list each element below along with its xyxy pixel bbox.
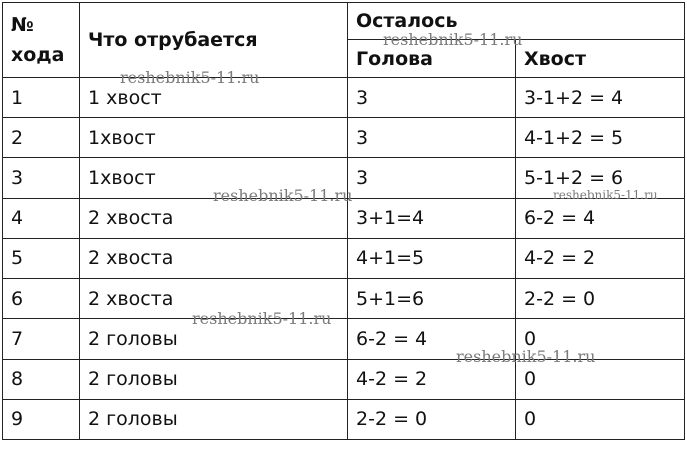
- table-row: [3, 158, 685, 198]
- cell-move-number: 1: [3, 78, 80, 118]
- cell-tail-remaining: 0: [516, 319, 685, 359]
- table-row: [3, 359, 685, 399]
- cell-head-remaining: 2-2 = 0: [348, 399, 516, 439]
- cell-tail-remaining: 0: [516, 399, 685, 439]
- cell-move-number: 6: [3, 279, 80, 319]
- cell-tail-remaining: 0: [516, 359, 685, 399]
- table-row: [3, 238, 685, 278]
- cell-head-remaining: 3: [348, 118, 516, 158]
- watermark: reshebnik5-11.ru: [553, 188, 658, 202]
- cell-move-number: 9: [3, 399, 80, 439]
- cell-cut: 1хвост: [80, 158, 348, 198]
- watermark: reshebnik5-11.ru: [213, 186, 353, 205]
- header-what-is-cut: Что отрубается: [80, 3, 348, 78]
- cell-tail-remaining: 4-2 = 2: [516, 238, 685, 278]
- table-row: [3, 118, 685, 158]
- cell-head-remaining: 3: [348, 158, 516, 198]
- header-remaining: Осталось: [348, 3, 685, 40]
- cell-cut: 2 головы: [80, 399, 348, 439]
- cell-head-remaining: 6-2 = 4: [348, 319, 516, 359]
- cell-move-number: 2: [3, 118, 80, 158]
- cell-cut: 2 головы: [80, 319, 348, 359]
- cell-head-remaining: 3: [348, 78, 516, 118]
- table-row: [3, 78, 685, 118]
- cell-tail-remaining: 4-1+2 = 5: [516, 118, 685, 158]
- watermark: reshebnik5-11.ru: [192, 309, 332, 328]
- cell-cut: 1хвост: [80, 118, 348, 158]
- header-head: Голова: [348, 40, 516, 78]
- header-move-number: № хода: [3, 3, 80, 78]
- cell-move-number: 7: [3, 319, 80, 359]
- cell-move-number: 3: [3, 158, 80, 198]
- cell-cut: 2 хвоста: [80, 198, 348, 238]
- table-row: [3, 198, 685, 238]
- cell-head-remaining: 4+1=5: [348, 238, 516, 278]
- cell-tail-remaining: 5-1+2 = 6: [516, 158, 685, 198]
- cell-move-number: 8: [3, 359, 80, 399]
- cell-head-remaining: 4-2 = 2: [348, 359, 516, 399]
- cell-cut: 2 хвоста: [80, 279, 348, 319]
- table-row: [3, 399, 685, 439]
- watermark: reshebnik5-11.ru: [383, 30, 523, 49]
- cell-cut: 2 головы: [80, 359, 348, 399]
- cell-move-number: 4: [3, 198, 80, 238]
- table-row: [3, 279, 685, 319]
- cell-cut: 2 хвоста: [80, 238, 348, 278]
- cell-move-number: 5: [3, 238, 80, 278]
- table-row: [3, 319, 685, 359]
- cell-tail-remaining: 3-1+2 = 4: [516, 78, 685, 118]
- cell-head-remaining: 3+1=4: [348, 198, 516, 238]
- cell-tail-remaining: 2-2 = 0: [516, 279, 685, 319]
- watermark: reshebnik5-11.ru: [120, 68, 260, 87]
- header-tail: Хвост: [516, 40, 685, 78]
- cell-tail-remaining: 6-2 = 4: [516, 198, 685, 238]
- cell-head-remaining: 5+1=6: [348, 279, 516, 319]
- cell-cut: 1 хвост: [80, 78, 348, 118]
- moves-table: [2, 2, 685, 440]
- watermark: reshebnik5-11.ru: [456, 347, 596, 366]
